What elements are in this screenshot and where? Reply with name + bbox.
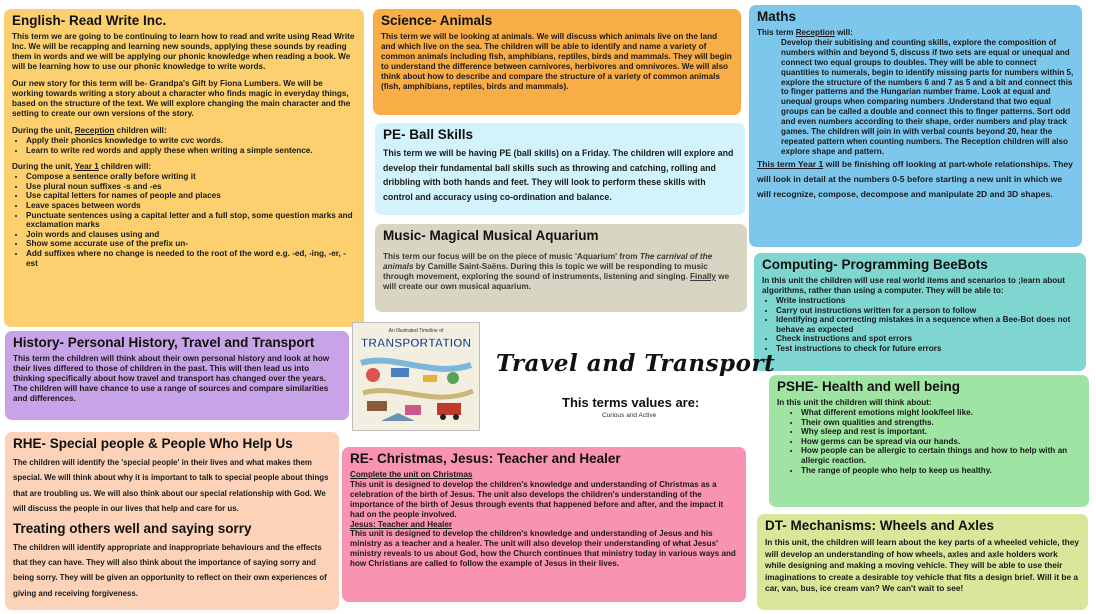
pe-panel (375, 123, 745, 215)
list-item: • Join words and clauses using and (26, 230, 356, 240)
list-item: • Carry out instructions written for a person to follow (776, 306, 1078, 316)
history-text: This term the children will think about their own personal history and look at how their lives differed to those of children in the past. This will then lead us into thinking specifically about how travel and transport has changed over the years. The children will have chance to use a range of sources and compare similarities and differences. (13, 354, 330, 403)
english-intro: This term we are going to be continuing to learn how to read and write using Read Write Inc. We will be recapping and learning new sounds, applying these sounds by reading them in words and we will be applying our phonic knowledge when reading a book. We will be learning how to use our phonic knowledge to write words. (12, 32, 355, 71)
english-year1-list (12, 172, 356, 268)
transportation-illustration (353, 323, 479, 430)
maths-panel (749, 5, 1082, 247)
poster-subtitle: An Illustrated Timeline of (388, 328, 444, 334)
computing-panel (754, 253, 1086, 371)
maths-title: Maths (757, 9, 797, 24)
list-item: • Leave spaces between words (26, 201, 356, 211)
list-item: • Show some accurate use of the prefix un- (26, 239, 356, 249)
list-item: • Add suffixes where no change is needed to the root of the word e.g. -ed, -ing, -er, -est (26, 249, 356, 268)
list-item: • Learn to write red words and apply these when writing a simple sentence. (26, 146, 356, 156)
re-title: RE- Christmas, Jesus: Teacher and Healer (350, 451, 621, 466)
list-item: • Write instructions (776, 296, 1078, 306)
list-item: • How germs can be spread via our hands. (801, 437, 1081, 447)
rhe-text: The children will identify the 'special people' in their lives and what makes them special. We will think about why it is important to talk to special people about things that are troubling us. We will also think about our special relationship with God. We will discuss the people in our lives that help and care for us. (13, 458, 329, 514)
rhe-title: RHE- Special people & People Who Help Us (13, 436, 293, 451)
music-title: Music- Magical Musical Aquarium (383, 228, 599, 243)
history-title: History- Personal History, Travel and Transport (13, 335, 315, 350)
list-item: • Compose a sentence orally before writing it (26, 172, 356, 182)
re-subheading-2: Jesus: Teacher and Healer (350, 519, 452, 529)
values-title: This terms values are: (562, 395, 700, 410)
re-panel (342, 447, 746, 602)
dt-text: In this unit, the children will learn about the key parts of a wheeled vehicle, they will develop an understanding of how wheels, axles and axle holders work while designing and making a moving vehicle. They will be able to use their imaginations to create a desirable toy vehicle that fits a design brief. Will it be a car, van, bus, ice cream van? We can't wait to see! (765, 537, 1079, 593)
rhe-text-2: The children will identify appropriate and inappropriate behaviours and the effects that they can have. They will also think about the importance of saying sorry and being sorry. They will be given an opportunity to reflect on their own experiences of giving and receiving forgiveness. (13, 542, 327, 598)
rhe-title-2: Treating others well and saying sorry (13, 520, 252, 536)
maths-year1-text: This term Year 1 will be finishing off looking at part-whole relationships. They will look in detail at the numbers 0-5 before starting a new unit in which we will recognize, compose, decompose and manipulate 2D and 3D shapes. (757, 158, 1073, 199)
computing-intro: In this unit the children will use real world items and scenarios to ;learn about algorithms, rather than using a computer. They will be able to: (762, 276, 1065, 295)
transportation-book-cover (352, 322, 480, 431)
list-item: • Use plural noun suffixes -s and -es (26, 182, 356, 192)
list-item: • Punctuate sentences using a capital letter and a full stop, some question marks and exclamation marks (26, 211, 356, 230)
dt-panel (757, 514, 1088, 610)
dt-title: DT- Mechanisms: Wheels and Axles (765, 518, 995, 533)
list-item: • Identifying and correcting mistakes in a sequence when a Bee-Bot does not behave as expected (776, 315, 1078, 334)
science-text: This term we will be looking at animals. We will discuss which animals live on the land and which live on the sea. The children will be able to identify and name a variety of common animals including fish, amphibians, reptiles, birds and mammals. They will begin to understand the difference between carnivores, herbivores and omnivores. We will also think about how to describe and compare the structure of a variety of common animals (fish, amphibians, reptiles, birds and mammals). (381, 32, 732, 91)
computing-list (762, 296, 1078, 354)
pshe-list (777, 408, 1081, 475)
english-title: English- Read Write Inc. (12, 13, 167, 28)
english-reception-heading: During the unit, Reception children will: (12, 126, 167, 135)
science-panel (373, 9, 741, 115)
maths-reception-text: Develop their subitising and counting skills, explore the composition of numbers within and beyond 5, discuss if two sets are equal or unequal and connect two equal groups to doubles. They will be able to connect quantities to numerals, begin to identify missing parts for numbers within 5, explore the structure of the numbers 6 and 7 as 5 and a bit and connect this to finger patterns and the Hungarian number frame. Look at equal and unequal groups when comparing numbers .Understand that two equal groups can be called a double and connect this to finger patterns. Sort odd and even numbers according to their shape, order numbers and play track games. The children will join in with verbal counts beyond 20, hear the repeated pattern when counting numbers. The Reception children will also explore shape and pattern. (781, 37, 1074, 156)
history-panel (5, 331, 349, 420)
list-item: • What different emotions might look/feel like. (801, 408, 1081, 418)
re-text-2: This unit is designed to develop the children's knowledge and understanding of Jesus and his ministry as a teacher and a healer. The unit will also develop their understanding of what Jesus' ministry reveals to us about God, how the Church continues that ministry today in various ways and how Christians are called to follow the example of Jesus in their lives. (350, 529, 736, 569)
english-reception-list (12, 136, 356, 155)
re-subheading-1: Complete the unit on Christmas (350, 470, 473, 479)
maths-reception-heading: This term Reception will: (757, 28, 853, 37)
poster-title: TRANSPORTATION (360, 336, 472, 350)
list-item: • Check instructions and spot errors (776, 334, 1078, 344)
english-year1-heading: During the unit, Year 1 children will: (12, 162, 152, 172)
list-item: • Their own qualities and strengths. (801, 418, 1081, 428)
pe-title: PE- Ball Skills (383, 127, 474, 142)
science-title: Science- Animals (381, 13, 493, 28)
pshe-intro: In this unit the children will think about: (777, 398, 932, 407)
values-text: Curious and Active (602, 412, 657, 419)
pshe-title: PSHE- Health and well being (777, 379, 961, 394)
english-panel (4, 9, 364, 327)
music-text: This term our focus will be on the piece of music 'Aquarium' from The carnival of the animals by Camille Saint-Saëns. During this is topic we will be responding to music through movement, exploring the sound of instruments, listening and singing. Finally we will create our own musical aquarium. (383, 252, 730, 291)
list-item: • The range of people who help to keep us healthy. (801, 466, 1081, 476)
pe-text: This term we will be having PE (ball skills) on a Friday. The children will explore and develop their fundamental ball skills such as throwing and catching, rolling and dribbling with both hands and feet. They will look to perform these skills with control and accuracy using co-ordination and balance. (383, 148, 734, 202)
computing-title: Computing- Programming BeeBots (762, 257, 988, 272)
list-item: • How people can be allergic to certain things and how to help with an allergic reaction. (801, 446, 1081, 465)
list-item: • Apply their phonics knowledge to write cvc words. (26, 136, 356, 146)
pshe-panel (769, 375, 1089, 507)
re-text-1: This unit is designed to develop the children's knowledge and understanding of Christmas as a celebration of the birth of Jesus. The unit also develops the children's understanding of the importance of the birth of Jesus through events that happened before and after, and the impact it had on the people involved. (350, 479, 724, 519)
list-item: • Use capital letters for names of people and places (26, 191, 356, 201)
list-item: • Test instructions to check for future errors (776, 344, 1078, 354)
music-panel (375, 224, 747, 312)
list-item: • Why sleep and rest is important. (801, 427, 1081, 437)
topic-title: Travel and Transport (496, 350, 776, 377)
rhe-panel (5, 432, 339, 610)
english-story: Our new story for this term will be- Grandpa's Gift by Fiona Lumbers. We will be working towards writing a story about a character who finds magic in everyday things, based on the structure of the text. We will explore changing the main character and the setting to create our own versions of the story. (12, 79, 351, 118)
